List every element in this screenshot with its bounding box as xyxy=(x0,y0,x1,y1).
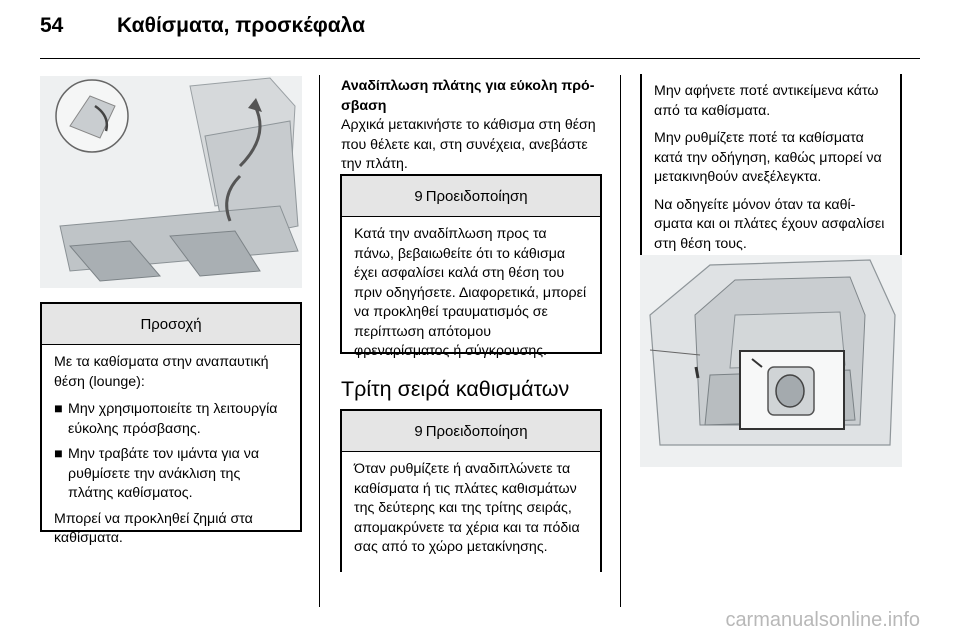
seat-illustration xyxy=(40,76,302,288)
caution-intro: Με τα καθίσματα στην αναπαυτική θέση (lounge): xyxy=(54,354,269,390)
warning-body-2: Όταν ρυθμίζετε ή αναδιπλώνετε τα καθίσματα ή τις πλάτες καθισμάτων της δεύτερης και της τρίτης σειράς, απομακρύνετε τα χέρια και τα πόδια σας από το χώρο μετακίνησης. xyxy=(354,461,580,555)
fold-subheading: Αναδίπλωση πλάτης για εύκολη πρόσβαση xyxy=(341,78,595,114)
warning-heading-2: 9 Προειδοποίηση xyxy=(342,411,600,452)
section-title: Τρίτη σειρά καθισμάτων xyxy=(341,377,570,401)
header-rule xyxy=(40,58,920,59)
warning-cont-paragraph: Μην ρυθμίζετε ποτέ τα καθίσματα κατά την οδήγηση, καθώς μπορεί να μετακινηθούν ανεξέλεγκτα. xyxy=(654,130,882,185)
warning-box-2-continued xyxy=(640,74,902,266)
caution-box xyxy=(40,302,302,546)
warning-heading-1: 9 Προειδοποίηση xyxy=(342,176,600,217)
warning-cont-paragraph: Μην αφήνετε ποτέ αντικείμενα κάτω από τα καθίσματα. xyxy=(654,83,879,119)
caution-heading: Προσοχή xyxy=(42,304,300,345)
caution-bullet: ■ Μην τραβάτε τον ιμάντα για να ρυθμίσετε την ανάκλιση της πλάτης καθίσματος. xyxy=(54,446,260,501)
warning-body-1: Κατά την αναδίπλωση προς τα πάνω, βεβαιωθείτε ότι το κάθισμα έχει ασφαλίσει καλά στη θέση του πριν οδηγήσετε. Διαφορετικά, μπορεί να προκληθεί τραυματισμός σε περίπτωση απότομου φρεναρίσματος ή σύγκρουσης. xyxy=(354,226,587,359)
watermark: carmanualsonline.info xyxy=(725,609,920,631)
column-divider-2 xyxy=(620,75,621,607)
page-title: Καθίσματα, προσκέφαλα xyxy=(117,14,365,37)
fold-body: Αρχικά μετακινήστε το κάθισμα στη θέση που θέλετε και, στη συνέχεια, ανεβάστε την πλάτη. xyxy=(341,117,596,172)
trunk-illustration xyxy=(640,255,902,467)
column-divider-1 xyxy=(319,75,320,607)
warning-icon: 9 xyxy=(414,187,423,205)
caution-bullet: ■ Μην χρησιμοποιείτε τη λειτουργία εύκολης πρόσβασης. xyxy=(54,401,278,437)
warning-cont-paragraph: Να οδηγείτε μόνον όταν τα καθίσματα και οι πλάτες έχουν ασφαλίσει στη θέση τους. xyxy=(654,196,885,252)
caution-outro: Μπορεί να προκληθεί ζημιά στα καθίσματα. xyxy=(54,510,253,546)
page-number: 54 xyxy=(40,14,64,37)
warning-box-1 xyxy=(340,174,602,359)
caution-body xyxy=(42,345,300,565)
fold-section xyxy=(341,77,603,175)
warning-icon: 9 xyxy=(414,422,423,440)
warning-box-2 xyxy=(340,409,602,572)
